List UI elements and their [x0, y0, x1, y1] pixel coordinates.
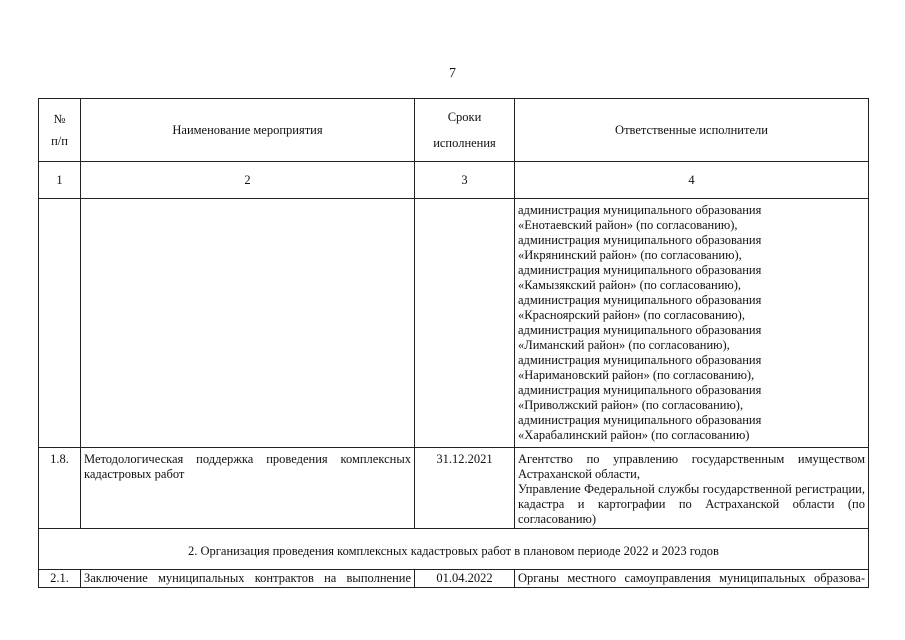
responsible-line: администрация муниципального образования	[518, 263, 762, 277]
responsible-part: Управление Федеральной службы государственной регистрации, кадастра и картографии по Астраханской области (по согласованию)	[518, 482, 865, 526]
responsible-line: «Красноярский район» (по согласованию),	[518, 308, 745, 322]
header-deadline-line1: Сроки	[447, 110, 482, 124]
row-deadline: 31.12.2021	[415, 448, 515, 529]
responsible-part: Агентство по управлению государственным имуществом Астраханской области,	[518, 452, 865, 481]
responsible-line: «Лиманский район» (по согласованию),	[518, 338, 730, 352]
responsible-line: «Камызякский район» (по согласованию),	[518, 278, 742, 292]
cell-number	[39, 199, 81, 448]
table-row	[39, 448, 869, 529]
page-number: 7	[449, 66, 456, 81]
row-name: Методологическая поддержка проведения комплексных кадастровых работ	[81, 448, 415, 529]
row-responsible-text: Органы местного самоуправления муниципальных образова-	[518, 571, 865, 585]
responsible-line: администрация муниципального образования	[518, 293, 762, 307]
header-responsible: Ответственные исполнители	[515, 99, 869, 162]
responsible-line: «Енотаевский район» (по согласованию),	[518, 218, 738, 232]
header-number-line2: п/п	[51, 134, 68, 148]
row-number: 1.8.	[39, 448, 81, 529]
responsible-line: «Приволжский район» (по согласованию),	[518, 398, 744, 412]
header-number-line1: №	[53, 112, 66, 126]
responsible-line: «Харабалинский район» (по согласованию)	[518, 428, 750, 442]
cell-name	[81, 199, 415, 448]
section-heading-row	[39, 529, 869, 570]
column-number: 1	[39, 162, 81, 199]
responsible-line: администрация муниципального образования	[518, 233, 762, 247]
row-name	[81, 570, 415, 588]
header-number	[39, 99, 81, 162]
table-row	[39, 570, 869, 588]
responsible-line: администрация муниципального образования	[518, 413, 762, 427]
responsible-line: администрация муниципального образования	[518, 353, 762, 367]
row-number: 2.1.	[39, 570, 81, 588]
table-header-row	[39, 99, 869, 162]
row-name-text: Заключение муниципальных контрактов на выполнение	[84, 571, 411, 585]
column-number: 2	[81, 162, 415, 199]
header-deadline	[415, 99, 515, 162]
section-title: 2. Организация проведения комплексных кадастровых работ в плановом периоде 2022 и 2023 годов	[39, 529, 869, 570]
header-deadline-line2: исполнения	[433, 136, 496, 150]
responsible-line: администрация муниципального образования	[518, 323, 762, 337]
row-deadline: 01.04.2022	[415, 570, 515, 588]
header-name: Наименование мероприятия	[81, 99, 415, 162]
responsible-line: «Наримановский район» (по согласованию),	[518, 368, 755, 382]
responsible-line: «Икрянинский район» (по согласованию),	[518, 248, 742, 262]
responsible-line: администрация муниципального образования	[518, 203, 762, 217]
column-number: 4	[515, 162, 869, 199]
measures-table	[38, 98, 869, 588]
cell-responsible	[515, 199, 869, 448]
cell-deadline	[415, 199, 515, 448]
column-number: 3	[415, 162, 515, 199]
row-responsible	[515, 570, 869, 588]
row-responsible	[515, 448, 869, 529]
responsible-line: администрация муниципального образования	[518, 383, 762, 397]
table-row-continued	[39, 199, 869, 448]
column-number-row	[39, 162, 869, 199]
